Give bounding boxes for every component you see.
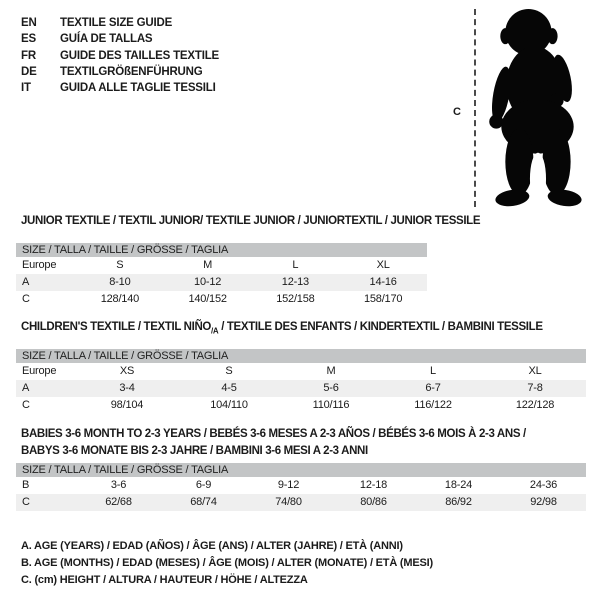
- table-cell: 80/86: [360, 496, 387, 509]
- table-cell: 62/68: [105, 496, 132, 509]
- language-title-list: [21, 15, 219, 96]
- table-cell: 18-24: [444, 479, 473, 492]
- table-cell: 8-10: [109, 276, 131, 289]
- row-label: Europe: [22, 365, 57, 378]
- table-row: [16, 257, 427, 274]
- table-cell: L: [292, 259, 299, 272]
- table-cell: 24-36: [529, 479, 558, 492]
- table-cell: 98/104: [110, 398, 144, 411]
- table-row: [16, 380, 586, 397]
- table-cell: M: [326, 365, 336, 378]
- table-cell: 128/140: [100, 292, 140, 305]
- height-measure-label: C: [453, 106, 461, 118]
- lang-label: GUÍA DE TALLAS: [60, 33, 153, 46]
- lang-code: FR: [21, 49, 36, 62]
- junior-size-table: [16, 243, 427, 307]
- table-cell: 14-16: [369, 276, 397, 289]
- lang-row-de: [21, 64, 219, 80]
- lang-label: TEXTILGRÖßENFÜHRUNG: [60, 65, 203, 78]
- footnote-height-cm: C. (cm) HEIGHT / ALTURA / HAUTEUR / HÖHE / ALTEZZA: [21, 574, 308, 586]
- table-cell: 3-6: [110, 479, 127, 492]
- table-cell: XL: [528, 365, 542, 378]
- table-cell: 68/74: [190, 496, 217, 509]
- babies-title-line2: BABYS 3-6 MONATE BIS 2-3 JAHRE / BAMBINI 3-6 MESI A 2-3 ANNI: [21, 445, 368, 457]
- footnote-age-years: A. AGE (YEARS) / EDAD (AÑOS) / ÂGE (ANS) / ALTER (JAHRE) / ETÀ (ANNI): [21, 540, 403, 552]
- lang-row-en: [21, 15, 219, 31]
- table-cell: 12-13: [281, 276, 309, 289]
- children-title-text: / TEXTILE DES ENFANTS / KINDERTEXTIL / BAMBINI TESSILE: [218, 321, 543, 333]
- babies-title-line1: BABIES 3-6 MONTH TO 2-3 YEARS / BEBÉS 3-6 MESES A 2-3 AÑOS / BÉBÉS 3-6 MOIS À 2-3 ANS /: [21, 428, 526, 440]
- table-cell: 4-5: [221, 382, 237, 395]
- children-title-subscript: /A: [211, 326, 219, 336]
- table-cell: 5-6: [323, 382, 339, 395]
- table-row: [16, 291, 427, 308]
- lang-row-es: [21, 31, 219, 47]
- table-cell: 12-18: [359, 479, 388, 492]
- table-cell: XL: [376, 259, 390, 272]
- table-cell: 74/80: [275, 496, 302, 509]
- toddler-silhouette-icon: [486, 6, 597, 211]
- table-cell: 10-12: [194, 276, 222, 289]
- lang-label: GUIDE DES TAILLES TEXTILE: [60, 49, 219, 62]
- table-row: [16, 363, 586, 380]
- table-cell: 104/110: [210, 398, 248, 411]
- children-title-text: CHILDREN'S TEXTILE / TEXTIL NIÑO: [21, 321, 212, 333]
- footnote-age-months: B. AGE (MONTHS) / EDAD (MESES) / ÂGE (MOIS) / ALTER (MONATE) / ETÀ (MESI): [21, 557, 433, 569]
- lang-code: ES: [21, 33, 36, 46]
- table-cell: 7-8: [527, 382, 543, 395]
- table-cell: L: [430, 365, 436, 378]
- table-row: [16, 397, 586, 414]
- lang-label: GUIDA ALLE TAGLIE TESSILI: [60, 82, 216, 95]
- table-row: [16, 477, 586, 494]
- row-label: C: [22, 496, 30, 509]
- children-section-title: [21, 321, 543, 335]
- table-cell: 92/98: [530, 496, 557, 509]
- row-label: C: [22, 292, 30, 305]
- footnotes: [21, 538, 433, 589]
- table-row: [16, 494, 586, 511]
- row-label: Europe: [22, 259, 57, 272]
- children-size-table: [16, 349, 586, 413]
- table-cell: XS: [119, 365, 135, 378]
- table-cell: 140/152: [188, 292, 227, 305]
- height-measure-dashed-line: [474, 9, 476, 207]
- row-label: B: [22, 479, 30, 492]
- lang-code: EN: [21, 17, 37, 29]
- babies-section-title: [21, 426, 526, 460]
- table-cell: 3-4: [119, 382, 135, 395]
- table-cell: 86/92: [445, 496, 472, 509]
- lang-row-fr: [21, 48, 219, 64]
- row-label: C: [22, 398, 30, 411]
- table-row: [16, 274, 427, 291]
- table-cell: 116/122: [414, 398, 452, 411]
- lang-label: TEXTILE SIZE GUIDE: [60, 17, 173, 29]
- size-header-bar: SIZE / TALLA / TAILLE / GRÖSSE / TAGLIA: [16, 243, 427, 257]
- table-cell: 6-7: [425, 382, 441, 395]
- table-cell: S: [116, 259, 124, 272]
- size-header-bar: SIZE / TALLA / TAILLE / GRÖSSE / TAGLIA: [16, 349, 586, 363]
- table-cell: M: [203, 259, 213, 272]
- table-cell: 152/158: [276, 292, 315, 305]
- table-cell: S: [225, 365, 233, 378]
- row-label: A: [22, 276, 30, 289]
- lang-code: IT: [21, 82, 31, 95]
- table-cell: 6-9: [195, 479, 212, 492]
- size-header-bar: SIZE / TALLA / TAILLE / GRÖSSE / TAGLIA: [16, 463, 586, 477]
- table-cell: 110/116: [312, 398, 350, 411]
- table-cell: 9-12: [277, 479, 300, 492]
- babies-size-table: [16, 463, 586, 511]
- table-cell: 158/170: [363, 292, 403, 305]
- row-label: A: [22, 382, 30, 395]
- table-cell: 122/128: [515, 398, 555, 411]
- lang-code: DE: [21, 65, 37, 78]
- junior-section-title: JUNIOR TEXTILE / TEXTIL JUNIOR/ TEXTILE JUNIOR / JUNIORTEXTIL / JUNIOR TESSILE: [21, 215, 481, 227]
- lang-row-it: [21, 80, 219, 96]
